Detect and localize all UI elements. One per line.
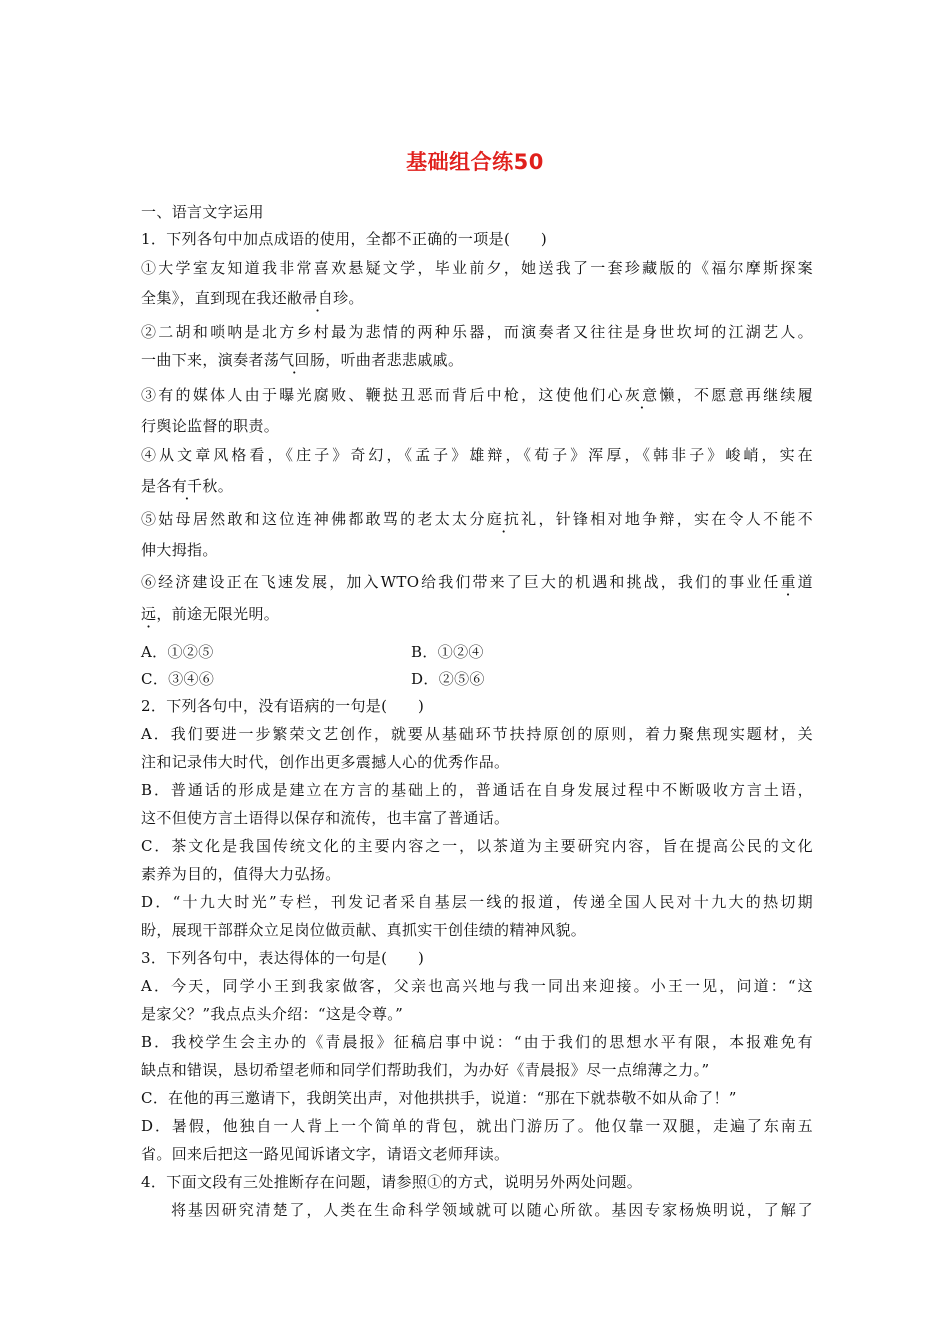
dotted-idiom-1: 敝帚自珍: [287, 289, 349, 307]
q3-option-c-line-1: C．在他的再三邀请下，我朗笑出声，对他拱拱手，说道：“那在下就恭敬不如从命了！”: [141, 1089, 737, 1107]
q1-sentence-2-line-2: 一曲下来，演奏者荡气回肠，听曲者悲悲戚戚。: [141, 351, 464, 369]
q1-sentence-4-line-1: ④从文章风格看，《庄子》奇幻，《孟子》雄辩，《荀子》浑厚，《韩非子》峻峭，实在: [141, 446, 813, 464]
q1-sentence-4-line-2: 是各有千秋。: [141, 477, 234, 495]
q3-option-b-line-1: B．我校学生会主办的《青晨报》征稿启事中说：“由于我们的思想水平有限，本报难免有: [141, 1033, 813, 1051]
dotted-idiom-3: 心灰意懒: [607, 386, 677, 404]
q1-sentence-1-line-1: ①大学室友知道我非常喜欢悬疑文学，毕业前夕，她送我了一套珍藏版的《福尔摩斯探案: [141, 259, 813, 277]
q2-stem: 2．下列各句中，没有语病的一句是( ): [141, 697, 425, 715]
q2-option-d-line-2: 盼，展现干部群众立足岗位做贡献、真抓实干创佳绩的精神风貌。: [141, 921, 587, 939]
q3-option-d-line-1: D．暑假，他独自一人背上一个简单的背包，就出门游历了。他仅靠一双腿，走遍了东南五: [141, 1117, 813, 1135]
q2-option-c-line-1: C．茶文化是我国传统文化的主要内容之一，以茶道为主要研究内容，旨在提高公民的文化: [141, 837, 813, 855]
q2-option-b-line-1: B．普通话的形成是建立在方言的基础上的，普通话在自身发展过程中不断吸收方言土语，: [141, 781, 813, 799]
q4-stem: 4．下面文段有三处推断存在问题，请参照①的方式，说明另外两处问题。: [141, 1173, 643, 1191]
q1-option-a: A．①②⑤: [141, 643, 214, 661]
q1-sentence-3-line-1: ③有的媒体人由于曝光腐败、鞭挞丑恶而背后中枪，这使他们心灰意懒，不愿意再继续履: [141, 386, 813, 404]
dotted-idiom-6a: 任重道: [763, 573, 813, 591]
q2-option-c-line-2: 素养为目的，值得大力弘扬。: [141, 865, 341, 883]
q4-passage-line-1: 将基因研究清楚了，人类在生命科学领域就可以随心所欲。基因专家杨焕明说，了解了: [171, 1201, 813, 1219]
dotted-idiom-2: 荡气回肠: [263, 351, 326, 369]
q3-option-a-line-1: A．今天，同学小王到我家做客，父亲也高兴地与我一同出来迎接。小王一见，问道：“这: [141, 977, 813, 995]
q3-option-d-line-2: 省。回来后把这一路见闻诉诸文字，请语文老师拜读。: [141, 1145, 510, 1163]
q2-option-a-line-1: A．我们要进一步繁荣文艺创作，就要从基础环节扶持原创的原则，着力聚焦现实题材，关: [141, 725, 813, 743]
q1-option-b: B．①②④: [411, 643, 484, 661]
dotted-idiom-5: 分庭抗礼: [469, 510, 539, 528]
q3-stem: 3．下列各句中，表达得体的一句是( ): [141, 949, 425, 967]
q3-option-a-line-2: 是家父？”我点点头介绍：“这是令尊。”: [141, 1005, 404, 1023]
q1-option-d: D．②⑤⑥: [411, 670, 485, 688]
q1-sentence-3-line-2: 行舆论监督的职责。: [141, 417, 280, 435]
q1-sentence-5-line-2: 伸大拇指。: [141, 541, 218, 559]
dotted-idiom-6b: 远: [141, 605, 157, 623]
q1-sentence-5-line-1: ⑤姑母居然敢和这位连神佛都敢骂的老太太分庭抗礼，针锋相对地争辩，实在令人不能不: [141, 510, 813, 528]
q1-sentence-6-line-2: 远，前途无限光明。: [141, 605, 280, 623]
q1-stem: 1．下列各句中加点成语的使用，全都不正确的一项是( ): [141, 230, 548, 248]
q1-options-row-1: [141, 642, 813, 662]
q2-option-d-line-1: D．“十九大时光”专栏，刊发记者采自基层一线的报道，传递全国人民对十九大的热切期: [141, 893, 813, 911]
q3-option-b-line-2: 缺点和错误，恳切希望老师和同学们帮助我们，为办好《青晨报》尽一点绵薄之力。”: [141, 1061, 710, 1079]
q1-options-row-2: [141, 669, 813, 689]
page-title: 基础组合练50: [406, 150, 544, 174]
section-heading: 一、语言文字运用: [141, 203, 264, 221]
q1-sentence-2-line-1: ②二胡和唢呐是北方乡村最为悲情的两种乐器，而演奏者又往往是身世坎坷的江湖艺人。: [141, 323, 813, 341]
dotted-idiom-4: 各有千秋: [156, 477, 218, 495]
q1-option-c: C．③④⑥: [141, 670, 215, 688]
q1-sentence-1-line-2: 全集》，直到现在我还敝帚自珍。: [141, 289, 364, 307]
q2-option-a-line-2: 注和记录伟大时代，创作出更多震撼人心的优秀作品。: [141, 753, 510, 771]
q1-sentence-6-line-1: ⑥经济建设正在飞速发展，加入WTO给我们带来了巨大的机遇和挑战，我们的事业任重道: [141, 573, 813, 591]
q2-option-b-line-2: 这不但使方言土语得以保存和流传，也丰富了普通话。: [141, 809, 510, 827]
